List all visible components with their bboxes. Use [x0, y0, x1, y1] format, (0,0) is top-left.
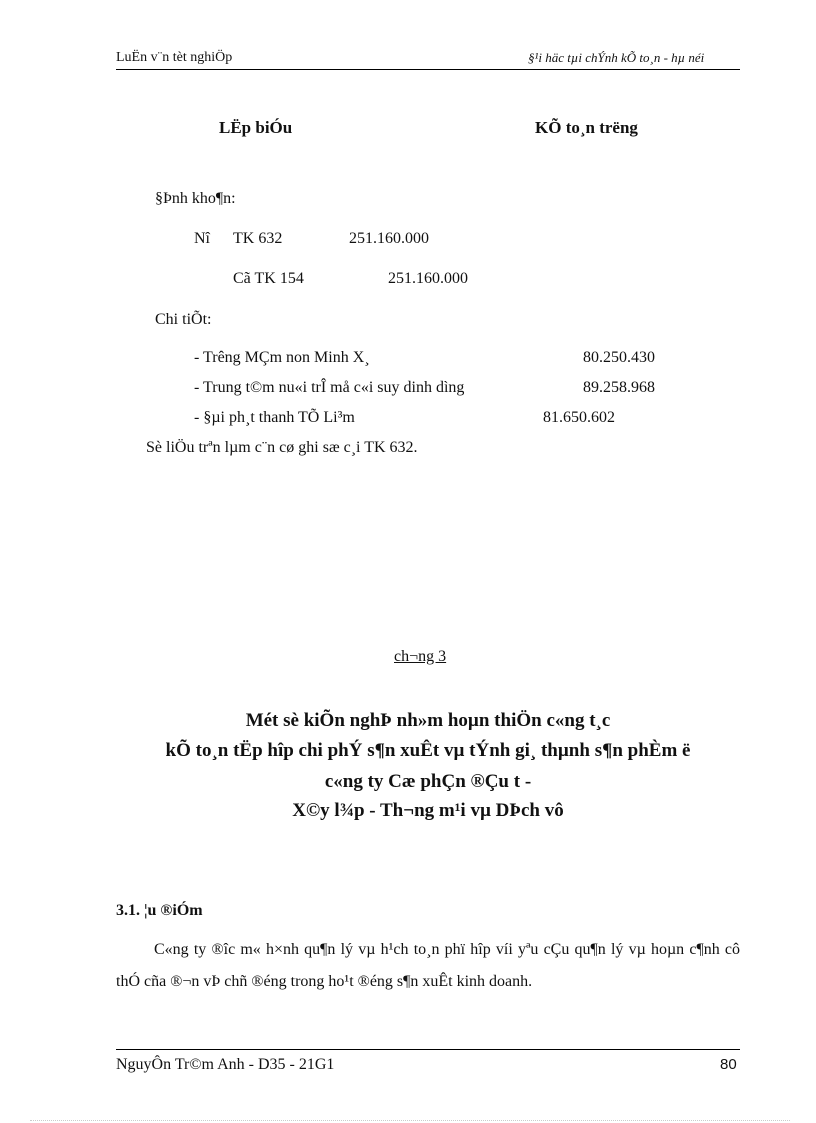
detail-item-name: - §µi ph¸t thanh TÕ Li³m	[194, 409, 355, 426]
chapter-title-line: X©y l¾p - Th¬ng m¹i vµ DÞch vô	[292, 800, 564, 821]
entry-credit-account: Cã TK 154	[233, 270, 304, 287]
page-edge-divider	[30, 1120, 790, 1121]
section-heading: 3.1. ¦u ®iÓm	[116, 902, 203, 919]
details-label: Chi tiÕt:	[155, 311, 212, 328]
footer-author: NguyÔn Tr©m Anh - D35 - 21G1	[116, 1056, 335, 1073]
chapter-label: ch¬ng 3	[394, 648, 447, 665]
signature-preparer: LËp biÓu	[219, 118, 293, 137]
header-left-title: LuËn v¨n tèt nghiÖp	[116, 50, 233, 65]
footer-rule	[116, 1049, 740, 1050]
chapter-title-line: c«ng ty Cæ phÇn ®Çu t -	[324, 771, 532, 792]
chapter-title-line: kÕ to¸n tËp hîp chi phÝ s¶n xuÊt vµ tÝnh gi¸ thµnh s¶n phÈm ë	[165, 740, 691, 761]
details-note: Sè liÖu trªn lµm c¨n cø ghi sæ c¸i TK 632.	[146, 439, 418, 456]
page-number: 80	[720, 1056, 737, 1073]
chapter-title-line: Mét sè kiÕn nghÞ nh»m hoµn thiÖn c«ng t¸c	[245, 710, 611, 731]
detail-item-amount: 89.258.968	[583, 379, 655, 396]
entry-debit-account: TK 632	[233, 230, 283, 247]
header-right-title: §¹i häc tµi chÝnh kÕ to¸n - hµ néi	[528, 50, 705, 65]
detail-item-amount: 80.250.430	[583, 349, 655, 366]
detail-item-amount: 81.650.602	[543, 409, 615, 426]
header-rule	[116, 69, 740, 70]
entry-label: §Þnh kho¶n:	[155, 190, 236, 207]
entry-debit-prefix: Nî	[194, 230, 210, 247]
signature-chief-accountant: KÕ to¸n trëng	[535, 118, 638, 137]
entry-debit-amount: 251.160.000	[349, 230, 429, 247]
detail-item-name: - Trêng MÇm non Minh X¸	[194, 349, 370, 366]
section-paragraph: C«ng ty ®îc m« h×nh qu¶n lý vµ h¹ch to¸n phï hîp víi yªu cÇu qu¶n lý vµ hoµn c¶nh cô thÓ cña ®¬n vÞ chñ ®éng trong ho¹t ®éng s¶n xuÊt kinh doanh.	[116, 941, 740, 990]
entry-credit-amount: 251.160.000	[388, 270, 468, 287]
detail-item-name: - Trung t©m nu«i trÎ må c«i suy dinh dìng	[194, 379, 465, 396]
